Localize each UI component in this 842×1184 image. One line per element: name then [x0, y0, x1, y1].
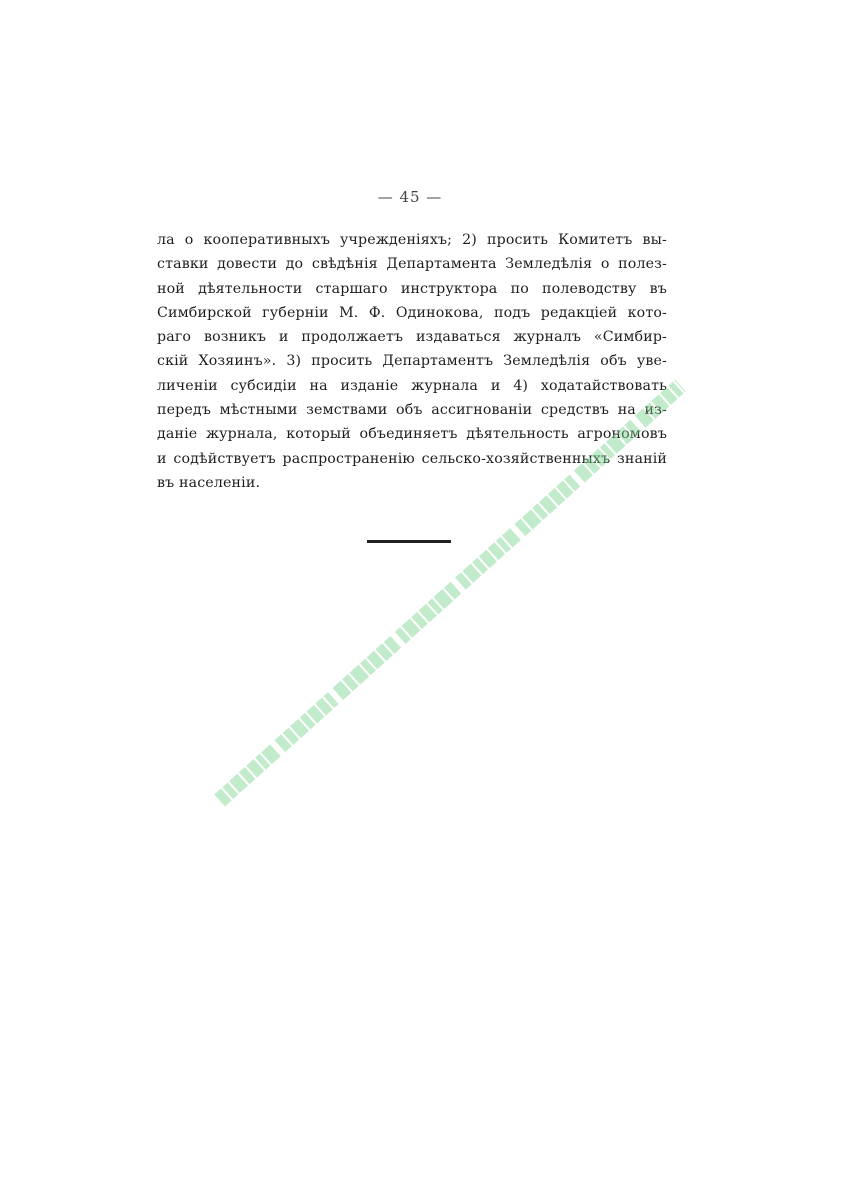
text-line: Симбирской губерніи М. Ф. Одинокова, подъ редакціей кото- [157, 304, 667, 321]
text-line: раго возникъ и продолжаетъ издаваться журналъ «Симбир- [157, 329, 667, 346]
watermark-block [668, 382, 683, 398]
watermark-block [324, 692, 339, 708]
watermark-block [283, 728, 300, 745]
page-number: — 45 — [377, 188, 443, 206]
watermark-block [395, 627, 411, 644]
text-line: въ населеніи. [157, 474, 261, 491]
watermark-block [342, 674, 359, 691]
watermark-block [261, 744, 281, 764]
watermark-block [332, 681, 351, 700]
watermark-block [255, 754, 270, 770]
watermark-block [229, 774, 248, 793]
watermark-block [444, 582, 461, 600]
watermark-block [539, 495, 557, 514]
text-line: скій Хозяинъ». 3) просить Департаментъ Земледѣлія объ уве- [157, 353, 667, 370]
watermark-block [488, 542, 505, 560]
watermark-block [350, 665, 370, 685]
watermark-block [428, 598, 443, 614]
watermark-block [239, 767, 256, 784]
watermark-block [674, 380, 685, 393]
watermark-block [455, 572, 472, 589]
watermark-block [479, 550, 497, 569]
watermark-block [306, 705, 324, 724]
watermark-block [462, 564, 481, 583]
text-line: и содѣйствуетъ распространенію сельско-хозяйственныхъ знаній [157, 450, 667, 467]
watermark-block [472, 558, 488, 575]
text-line: ставки довести до свѣдѣнія Департамента Земледѣлія о полез- [157, 256, 667, 273]
watermark-block [274, 734, 291, 752]
watermark-block [496, 537, 511, 553]
section-divider [367, 540, 451, 543]
watermark-block [515, 519, 532, 536]
watermark-block [360, 659, 376, 676]
text-line: передъ мѣстными земствами объ ассигнованіи средствъ на из- [157, 402, 667, 419]
text-line: даніе журнала, который объединяетъ дѣятельность агрономовъ [157, 426, 667, 443]
watermark-block [502, 528, 521, 547]
watermark-block [433, 589, 453, 609]
watermark-block [522, 509, 542, 529]
watermark-block [376, 643, 393, 661]
watermark-block [290, 719, 309, 738]
text-line: ла о кооперативныхъ учрежденіяхъ; 2) просить Комитетъ вы- [157, 232, 667, 248]
watermark-block [214, 788, 231, 806]
watermark-block [315, 697, 332, 715]
watermark-block [411, 612, 428, 629]
watermark-block [300, 713, 316, 730]
watermark-block [222, 782, 238, 799]
watermark-block [246, 759, 264, 778]
text-line: личеніи субсидіи на изданіе журнала и 4) ходатайствовать [157, 377, 667, 394]
body-paragraph [157, 228, 667, 495]
watermark-block [532, 503, 548, 520]
watermark-block [402, 619, 421, 638]
watermark-block [367, 651, 385, 670]
watermark-block [419, 604, 437, 623]
text-line: ной дѣятельности старшаго инструктора по полеводству въ [157, 280, 667, 297]
watermark-block [384, 636, 401, 654]
